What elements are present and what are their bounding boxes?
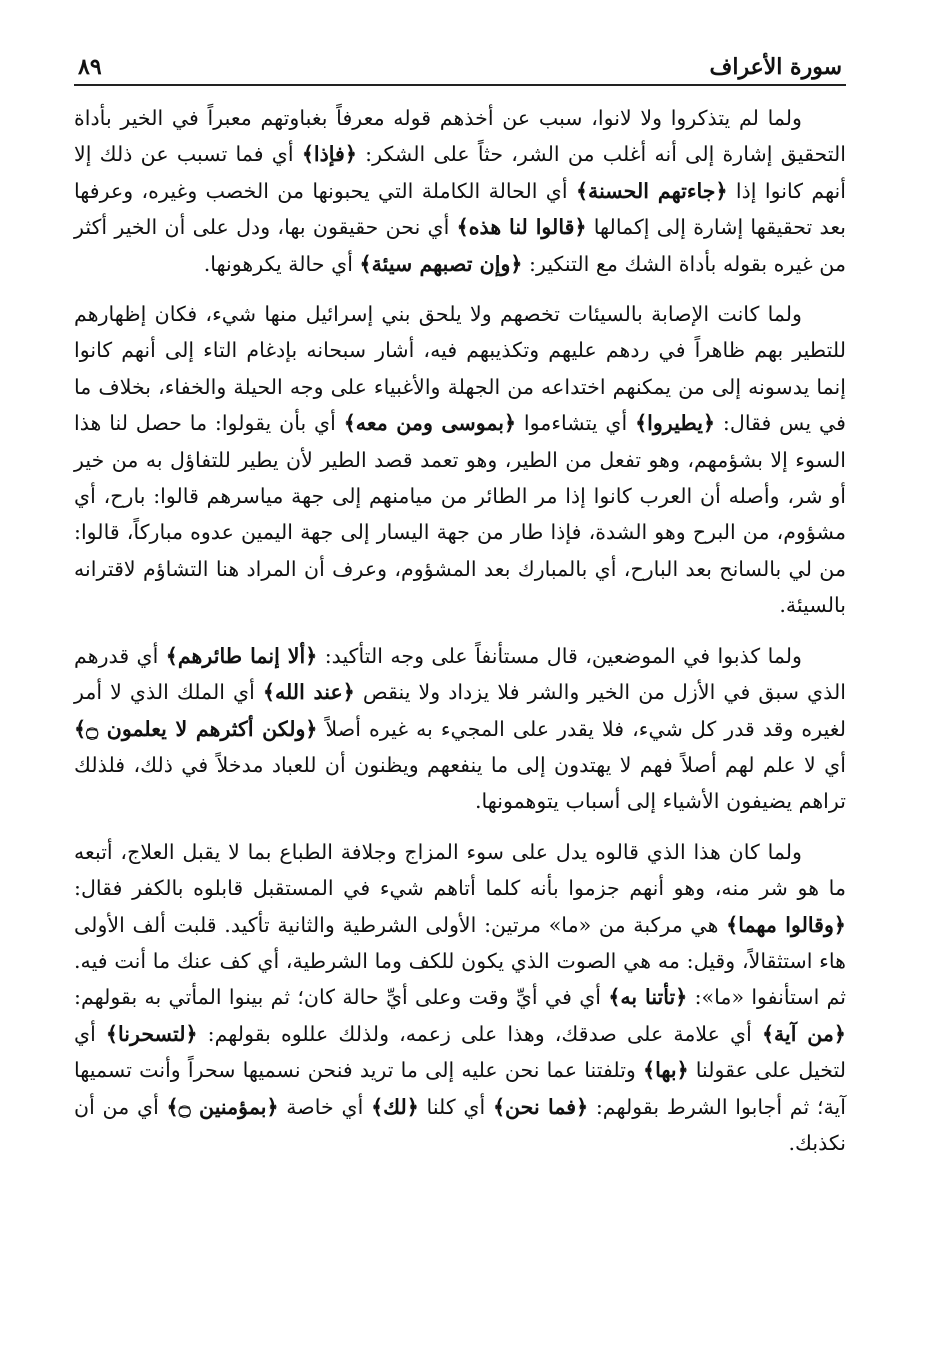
quran-quote: ﴿من آية﴾ <box>761 1021 846 1046</box>
commentary-text: أي كلنا <box>418 1094 493 1119</box>
commentary-text: أي حالة يكرهونها. <box>203 251 360 276</box>
quran-quote: ﴿قالوا لنا هذه﴾ <box>456 215 587 240</box>
commentary-text: أي الحالة الكاملة التي يحبونها من الخصب وغيره، وعرفها بعد تحقيقها إشارة إلى إكمالها <box>74 178 847 240</box>
quran-quote: ﴿وإن تصبهم سيئة﴾ <box>359 251 523 276</box>
commentary-text: أي في أيِّ وقت وعلى أيِّ حالة كان؛ ثم بينوا المأتي به بقولهم: <box>74 985 609 1010</box>
commentary-text: أي بأن يقولوا: ما حصل لنا هذا السوء إلا بشؤمهم، وهو تفعل من الطير، وهو تعمد قصد الطير لأن يطير للتفاؤل به من خير أو شر، وأصله أن العرب كانوا إذا مر الطائر من ميامنهم إلى جهة مياسرهم قالوا: بارح، أي مشؤوم، من البرح وهو الشدة، فإذا طار من جهة اليسار إلى جهة اليمين عدوه مباركاً، قالوا: من لي بالسانح بعد البارح، أي بالمبارك بعد المشؤوم، وعرف أن المراد هنا التشاؤم لاقترانه بالسيئة. <box>74 411 846 618</box>
commentary-text: أي لا علم لهم أصلاً فهم لا يهتدون إلى ما ينفعهم ويظنون أن للعباد مدخلاً في ذلك، فلذلك تراهم يضيفون الأشياء إلى أسباب يتوهمونها. <box>74 752 846 814</box>
page-body <box>74 100 846 1161</box>
quran-quote: ﴿عند الله﴾ <box>262 680 355 705</box>
commentary-text: أي نحن حقيقون بها، ودل على أن الخير أكثر من غيره بقوله بأداة الشك مع التنكير: <box>74 215 846 276</box>
quran-quote: ﴿بها﴾ <box>643 1058 689 1083</box>
commentary-text: ولما كذبوا في الموضعين، قال مستأنفاً على وجه التأكيد: <box>317 643 802 668</box>
commentary-text: أي من أن نكذبك. <box>74 1094 846 1155</box>
page-header <box>74 40 846 86</box>
quran-quote: ﴿ولكن أكثرهم لا يعلمون ۝﴾ <box>74 716 318 741</box>
quran-quote: ﴿وقالوا مهما﴾ <box>726 912 846 937</box>
commentary-text: أي يتشاءموا <box>516 411 636 436</box>
commentary-text: أي فما تسبب عن ذلك إلا أنهم كانوا إذا <box>74 142 847 203</box>
quran-quote: ﴿لك﴾ <box>371 1094 419 1119</box>
commentary-text: هي مركبة من «ما» مرتين: الأولى الشرطية والثانية تأكيد. قلبت ألف الأولى هاء استثقالاً، وقيل: مه هي الصوت الذي يكون للكف وما الشرطية، أي كف عنك ما أنت فيه. ثم استأنفوا «ما»: <box>74 912 846 1010</box>
commentary-text: أي لتخيل على عقولنا <box>74 1021 846 1083</box>
page-number: ٨٩ <box>78 54 102 80</box>
commentary-text: أي قدرهم الذي سبق في الأزل من الخير والشر فلا يزداد ولا ينقص <box>74 643 846 705</box>
surah-title: سورة الأعراف <box>709 54 842 80</box>
book-page <box>74 40 846 1320</box>
quran-quote: ﴿فما نحن﴾ <box>492 1094 589 1119</box>
quran-quote: ﴿بمؤمنين ۝﴾ <box>166 1094 279 1119</box>
quran-quote: ﴿تأتنا به﴾ <box>608 985 688 1010</box>
paragraph-1 <box>74 100 846 282</box>
quran-quote: ﴿بموسى ومن معه﴾ <box>343 411 517 436</box>
commentary-text: أي علامة على صدقك، وهذا على زعمه، ولذلك عللوه بقولهم: <box>197 1021 762 1046</box>
paragraph-2 <box>74 296 846 624</box>
commentary-text: ولما كان هذا الذي قالوه يدل على سوء المزاج وجلافة الطباع بما لا يقبل العلاج، أتبعه ما هو شر منه، وهو أنهم جزموا بأنه كلما أتاهم شيء في المستقبل قابلوه بالكفر فقال: <box>74 839 846 901</box>
quran-quote: ﴿ألا إنما طائرهم﴾ <box>165 643 318 668</box>
quran-quote: ﴿يطيروا﴾ <box>635 411 716 436</box>
paragraph-3 <box>74 638 846 820</box>
commentary-text: ولما لم يتذكروا ولا لانوا، سبب عن أخذهم قوله معرفاً بغباوتهم معبراً في الخير بأداة التحقيق إشارة إلى أنه أغلب من الشر، حثاً على الشكر: <box>74 106 847 167</box>
commentary-text: أي الملك الذي لا أمر لغيره وقد قدر كل شيء، فلا يقدر على المجيء به غيره أصلاً <box>74 680 846 741</box>
paragraph-4 <box>74 834 846 1162</box>
quran-quote: ﴿جاءتهم الحسنة﴾ <box>575 178 728 203</box>
commentary-text: أي خاصة <box>278 1094 372 1119</box>
quran-quote: ﴿فإذا﴾ <box>301 142 357 167</box>
quran-quote: ﴿لتسحرنا﴾ <box>105 1021 198 1046</box>
commentary-text: وتلفتنا عما نحن عليه إلى ما تريد فنحن نسميها سحراً وأنت تسميها آية؛ ثم أجابوا الشرط بقولهم: <box>74 1058 846 1119</box>
commentary-text: ولما كانت الإصابة بالسيئات تخصهم ولا يلحق بني إسرائيل منها شيء، فكان إظهارهم للتطير بهم ظاهراً في ردهم عليهم وتكذيبهم فيه، أشار سبحانه بإدغام التاء إلى أنهم كانوا إنما يدسونه إلى من يمكنهم اختداعه من الجهلة والأغبياء على وجه الحيلة والخفاء، بخلاف ما في يس فقال: <box>74 302 846 436</box>
